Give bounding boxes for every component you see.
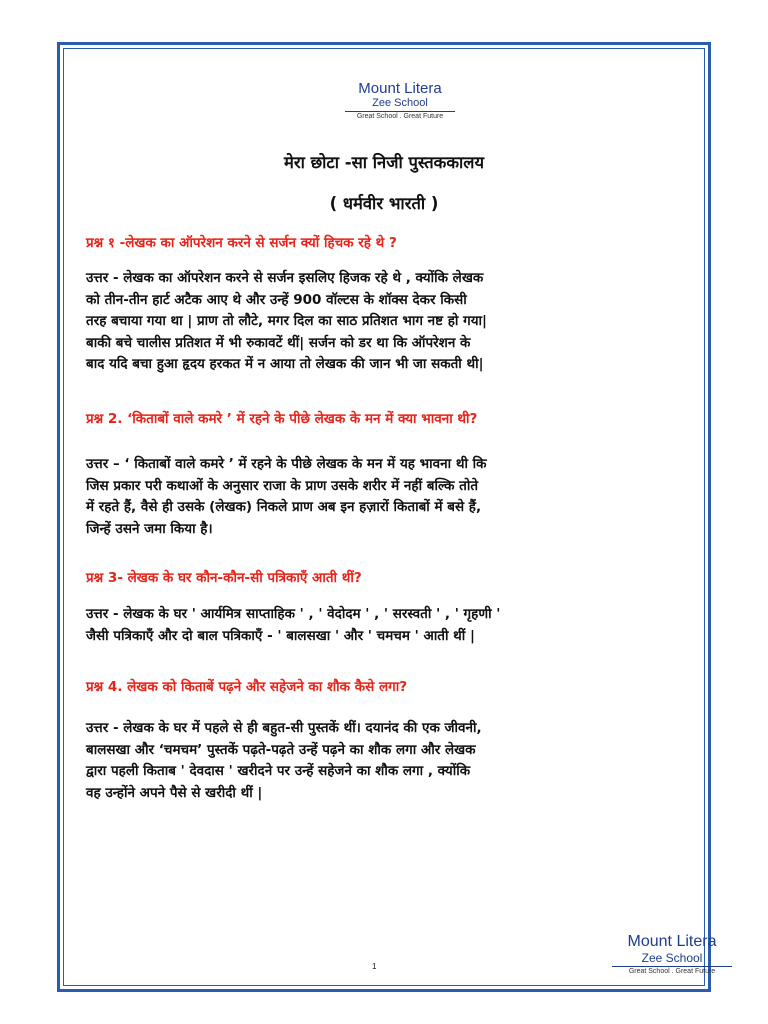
logo-sub: Zee School: [345, 97, 455, 112]
page-number: 1: [372, 962, 377, 971]
logo-tagline: Great School . Great Future: [628, 968, 716, 975]
answer-line: उत्तर - लेखक का ऑपरेशन करने से सर्जन इसलिए हिजक रहे थे , क्योंकि लेखक: [86, 270, 484, 286]
answer-line: जिन्हें उसने जमा किया है।: [86, 520, 213, 537]
answer-4: [86, 718, 688, 804]
answer-1: [86, 268, 688, 376]
answer-line: द्वारा पहली किताब ' देवदास ' खरीदने पर उन्हें सहेजने का शौक लगा , क्योंकि: [86, 763, 471, 779]
answer-3: [86, 604, 688, 647]
answer-line: बालसखा और ‘चमचम’ पुस्तकें पढ़ते-पढ़ते उन्हें पढ़ने का शौक लगा और लेखक: [86, 741, 476, 758]
school-logo-top: [345, 80, 455, 122]
logo-name: Mount Litera: [627, 933, 717, 950]
logo-name: Mount Litera: [358, 80, 442, 97]
answer-line: बाद यदि बचा हुआ हृदय हरकत में न आया तो लेखक की जान भी जा सकती थी|: [86, 356, 484, 372]
logo-sub: Zee School: [612, 951, 732, 967]
answer-line: को तीन-तीन हार्ट अटैक आए थे और उन्हें 900 वॉल्टस के शॉक्स देकर किसी: [86, 291, 467, 308]
answer-line: उत्तर – ‘ किताबों वाले कमरे ’ में रहने के पीछे लेखक के मन में यह भावना थी कि: [86, 456, 487, 472]
answer-line: में रहते हैं, वैसे ही उसके (लेखक) निकले प्राण अब इन हज़ारों किताबों में बसे हैं,: [86, 499, 482, 515]
chapter-author: ( धर्मवीर भारती ): [329, 194, 439, 213]
school-logo-bottom: [612, 933, 732, 977]
question-1: प्रश्न १ -लेखक का ऑपरेशन करने से सर्जन क्यों हिचक रहे थे ?: [86, 235, 397, 251]
logo-tagline: Great School . Great Future: [356, 113, 444, 120]
answer-line: उत्तर - लेखक के घर ' आर्यमित्र साप्ताहिक ' , ' वेदोदम ' , ' सरस्वती ' , ' गृहणी ': [86, 606, 501, 622]
question-3: प्रश्न 3- लेखक के घर कौन-कौन-सी पत्रिकाएँ आती थीं?: [86, 570, 362, 586]
answer-line: बाकी बचे चालीस प्रतिशत में भी रुकावटें थीं| सर्जन को डर था कि ऑपरेशन के: [86, 334, 471, 351]
answer-line: जैसी पत्रिकाएँ और दो बाल पत्रिकाएँ - ' बालसखा ' और ' चमचम ' आती थीं |: [86, 627, 475, 644]
answer-line: जिस प्रकार परी कथाओं के अनुसार राजा के प्राण उसके शरीर में नहीं बल्कि तोते: [86, 477, 479, 494]
answer-line: उत्तर - लेखक के घर में पहले से ही बहुत-सी पुस्तकें थीं। दयानंद की एक जीवनी,: [86, 720, 482, 736]
question-4: प्रश्न 4. लेखक को किताबें पढ़ने और सहेजने का शौक कैसे लगा?: [86, 679, 408, 695]
chapter-title: मेरा छोटा -सा निजी पुस्तककालय: [283, 153, 485, 172]
answer-2: [86, 454, 688, 540]
question-2: प्रश्न 2. ‘किताबों वाले कमरे ’ में रहने के पीछे लेखक के मन में क्या भावना थी?: [86, 411, 478, 427]
answer-line: वह उन्होंने अपने पैसे से खरीदी थीं |: [86, 784, 263, 801]
answer-line: तरह बचाया गया था | प्राण तो लौटे, मगर दिल का साठ प्रतिशत भाग नष्ट हो गया|: [86, 313, 487, 329]
